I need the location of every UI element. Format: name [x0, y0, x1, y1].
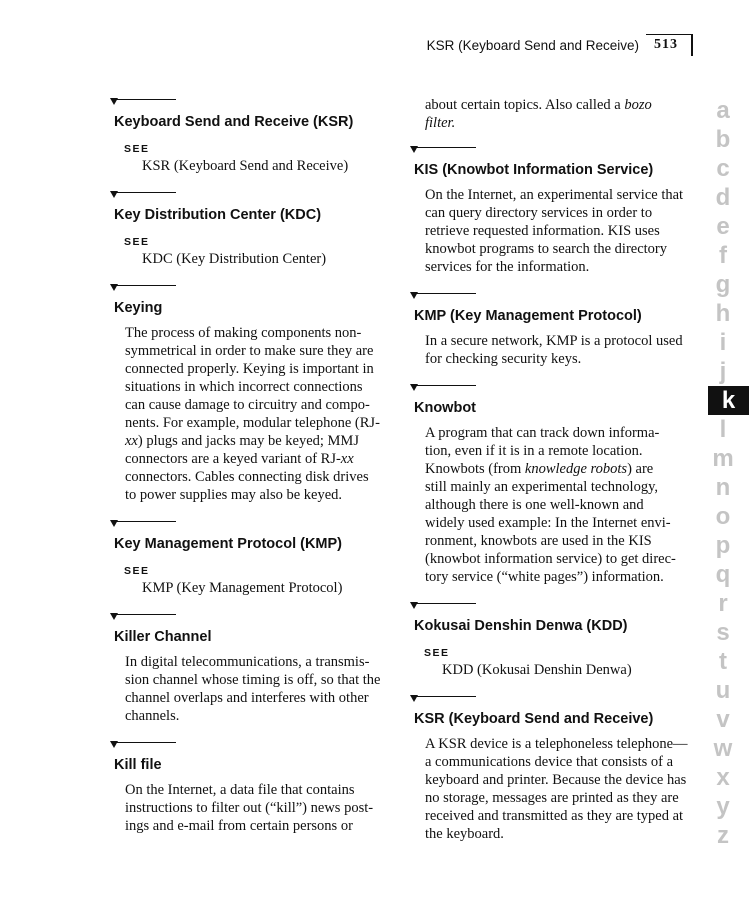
thumb-letter-f: f — [719, 242, 727, 269]
thumb-letter-v: v — [716, 706, 730, 733]
entry-definition — [125, 653, 395, 725]
thumb-letter-j: j — [719, 358, 727, 385]
entry-marker — [410, 693, 695, 707]
glossary-entry — [110, 282, 395, 504]
entry-marker — [110, 282, 395, 296]
entry-definition — [125, 324, 395, 504]
definition-line: although there is one well-known and — [425, 497, 644, 513]
see-label: SEE — [124, 143, 150, 155]
entry-marker — [110, 189, 395, 203]
entry-marker — [110, 611, 395, 625]
entry-marker — [110, 96, 395, 110]
entry-marker — [110, 518, 395, 532]
definition-line: instructions to filter out (“kill”) news post- — [125, 800, 374, 816]
thumb-letter-n: n — [715, 474, 731, 501]
definition-line: Knowbots (from knowledge robots) are — [425, 461, 654, 477]
see-reference: KMP (Key Management Protocol) — [142, 580, 343, 596]
definition-line: for checking security keys. — [425, 351, 582, 367]
definition-line: The process of making components non- — [125, 325, 362, 341]
entry-definition — [125, 781, 395, 835]
glossary-entry — [410, 144, 695, 276]
thumb-letter-a: a — [716, 97, 730, 124]
definition-line: sion channel whose timing is off, so that the — [125, 672, 381, 688]
definition-line: connectors are a keyed variant of RJ-xx — [125, 451, 354, 467]
left-column — [110, 96, 395, 835]
entry-term: KSR (Keyboard Send and Receive) — [414, 711, 654, 727]
right-column — [410, 96, 695, 843]
definition-line: tory service (“white pages”) information. — [425, 569, 664, 585]
entry-marker — [410, 290, 695, 304]
definition-line: no storage, messages are printed as they are — [425, 790, 679, 806]
see-label: SEE — [424, 647, 450, 659]
thumb-letter-u: u — [715, 677, 731, 704]
header-rule-vertical — [691, 34, 693, 56]
thumb-index — [708, 96, 749, 850]
definition-line: In digital telecommunications, a transmis- — [125, 654, 370, 670]
thumb-letter-l: l — [719, 416, 727, 443]
definition-line: a communications device that consists of a — [425, 754, 674, 770]
entry-marker — [410, 144, 695, 158]
entry-marker — [110, 739, 395, 753]
definition-line: ings and e-mail from certain persons or — [125, 818, 353, 834]
entry-term: Killer Channel — [114, 629, 212, 645]
entry-term: Kill file — [114, 757, 162, 773]
thumb-letter-c: c — [716, 155, 730, 182]
thumb-letter-x: x — [716, 764, 730, 791]
thumb-letter-k: k — [708, 386, 749, 415]
definition-line: retrieve requested information. KIS uses — [425, 223, 660, 239]
thumb-letter-b: b — [715, 126, 731, 153]
thumb-letter-i: i — [719, 329, 727, 356]
definition-line: On the Internet, a data file that contains — [125, 782, 355, 798]
entry-term: Keying — [114, 300, 163, 316]
running-head-title: KSR (Keyboard Send and Receive) — [426, 38, 639, 53]
thumb-letter-r: r — [718, 590, 728, 617]
thumb-letter-m: m — [712, 445, 734, 472]
definition-line: A program that can track down informa- — [425, 425, 660, 441]
glossary-entry — [110, 96, 395, 175]
entry-marker — [410, 382, 695, 396]
see-reference: KDD (Kokusai Denshin Denwa) — [442, 662, 632, 678]
entry-marker — [410, 600, 695, 614]
page-number: 513 — [654, 37, 678, 52]
glossary-entry — [410, 290, 695, 368]
definition-line: channels. — [125, 708, 180, 724]
definition-line: nents. For example, modular telephone (RJ- — [125, 415, 380, 431]
see-reference: KSR (Keyboard Send and Receive) — [142, 158, 349, 174]
definition-line: connectors. Cables connecting disk drives — [125, 469, 369, 485]
definition-line: still mainly an experimental technology, — [425, 479, 659, 495]
definition-line: filter. — [425, 115, 456, 131]
definition-line: xx) plugs and jacks may be keyed; MMJ — [125, 433, 359, 449]
definition-line: can cause damage to circuitry and compo- — [125, 397, 370, 413]
glossary-entry — [110, 518, 395, 597]
definition-line: situations in which incorrect connections — [125, 379, 363, 395]
definition-line: connected properly. Keying is important in — [125, 361, 374, 377]
thumb-letter-o: o — [715, 503, 731, 530]
definition-line: the keyboard. — [425, 826, 504, 842]
definition-line: On the Internet, an experimental service that — [425, 187, 684, 203]
thumb-letter-z: z — [717, 822, 729, 849]
definition-line: A KSR device is a telephoneless telephone— — [425, 736, 688, 752]
entry-term: Key Distribution Center (KDC) — [114, 207, 322, 223]
running-header — [0, 34, 749, 64]
entry-definition — [425, 735, 695, 843]
entry-definition — [425, 424, 695, 586]
definition-line: services for the information. — [425, 259, 590, 275]
thumb-letter-s: s — [716, 619, 730, 646]
entry-term: Kokusai Denshin Denwa (KDD) — [414, 618, 628, 634]
definition-line: channel overlaps and interferes with other — [125, 690, 369, 706]
thumb-letter-h: h — [715, 300, 731, 327]
entry-term: Key Management Protocol (KMP) — [114, 536, 342, 552]
see-reference: KDC (Key Distribution Center) — [142, 251, 327, 267]
thumb-letter-t: t — [719, 648, 727, 675]
glossary-entry — [110, 739, 395, 835]
entry-term: Keyboard Send and Receive (KSR) — [114, 114, 354, 130]
thumb-letter-q: q — [715, 561, 731, 588]
glossary-entry — [110, 189, 395, 268]
see-label: SEE — [124, 236, 150, 248]
glossary-entry — [410, 600, 695, 679]
thumb-letter-g: g — [715, 271, 731, 298]
definition-line: can query directory services in order to — [425, 205, 653, 221]
entry-definition — [425, 332, 695, 368]
definition-line: keyboard and printer. Because the device has — [425, 772, 687, 788]
glossary-entry — [410, 693, 695, 843]
definition-line: knowbot programs to search the directory — [425, 241, 667, 257]
thumb-letter-y: y — [716, 793, 730, 820]
definition-line: symmetrical in order to make sure they are — [125, 343, 374, 359]
thumb-letter-w: w — [713, 735, 733, 762]
definition-line: ronment, knowbots are used in the KIS — [425, 533, 652, 549]
definition-line: (knowbot information service) to get direc- — [425, 551, 676, 567]
glossary-entry — [110, 611, 395, 725]
header-rule — [646, 34, 691, 35]
thumb-letter-p: p — [715, 532, 731, 559]
glossary-entry — [410, 382, 695, 586]
see-label: SEE — [124, 565, 150, 577]
thumb-letter-d: d — [715, 184, 731, 211]
definition-line: about certain topics. Also called a bozo — [425, 97, 652, 113]
thumb-letter-e: e — [716, 213, 730, 240]
entry-definition — [425, 186, 695, 276]
continued-definition — [425, 96, 695, 132]
definition-line: tion, even if it is in a remote location. — [425, 443, 643, 459]
definition-line: to power supplies may also be keyed. — [125, 487, 343, 503]
definition-line: widely used example: In the Internet envi- — [425, 515, 671, 531]
entry-term: KIS (Knowbot Information Service) — [414, 162, 654, 178]
entry-term: Knowbot — [414, 400, 477, 416]
definition-line: received and transmitted as they are typed at — [425, 808, 684, 824]
entry-term: KMP (Key Management Protocol) — [414, 308, 642, 324]
definition-line: In a secure network, KMP is a protocol used — [425, 333, 683, 349]
